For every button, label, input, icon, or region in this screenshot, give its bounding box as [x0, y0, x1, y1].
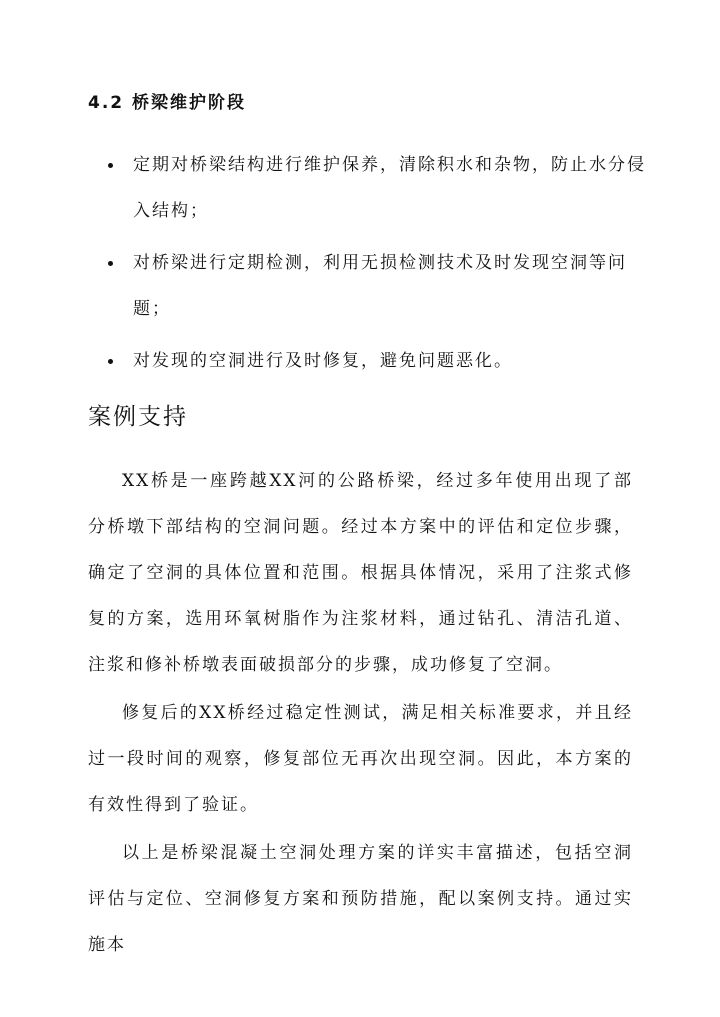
bullet-item — [88, 338, 648, 384]
bullet-text: 对发现的空洞进行及时修复，避免问题恶化。 — [133, 351, 513, 371]
bullet-dot-icon — [108, 359, 113, 364]
bullet-item — [88, 142, 648, 234]
case-heading: 案例支持 — [88, 404, 188, 430]
case-paragraph: 修复后的XX桥经过稳定性测试，满足相关标准要求，并且经过一段时间的观察，修复部位无再次出现空洞。因此，本方案的有效性得到了验证。 — [88, 703, 633, 815]
bullet-dot-icon — [108, 261, 113, 266]
bullet-item — [88, 240, 648, 332]
bullet-text: 定期对桥梁结构进行维护保养，清除积水和杂物，防止水分侵入结构； — [133, 155, 646, 221]
maintenance-bullet-list — [88, 142, 648, 390]
case-paragraph: 以上是桥梁混凝土空洞处理方案的详实丰富描述，包括空洞评估与定位、空洞修复方案和预防措施，配以案例支持。通过实施本 — [88, 843, 633, 955]
bullet-dot-icon — [108, 163, 113, 168]
section-heading: 4.2 桥梁维护阶段 — [88, 93, 247, 113]
case-paragraph: XX桥是一座跨越XX河的公路桥梁，经过多年使用出现了部分桥墩下部结构的空洞问题。经过本方案中的评估和定位步骤，确定了空洞的具体位置和范围。根据具体情况，采用了注浆式修复的方案，选用环氧树脂作为注浆材料，通过钻孔、清洁孔道、注浆和修补桥墩表面破损部分的步骤，成功修复了空洞。 — [88, 471, 633, 675]
bullet-text: 对桥梁进行定期检测，利用无损检测技术及时发现空洞等问题； — [133, 253, 627, 319]
